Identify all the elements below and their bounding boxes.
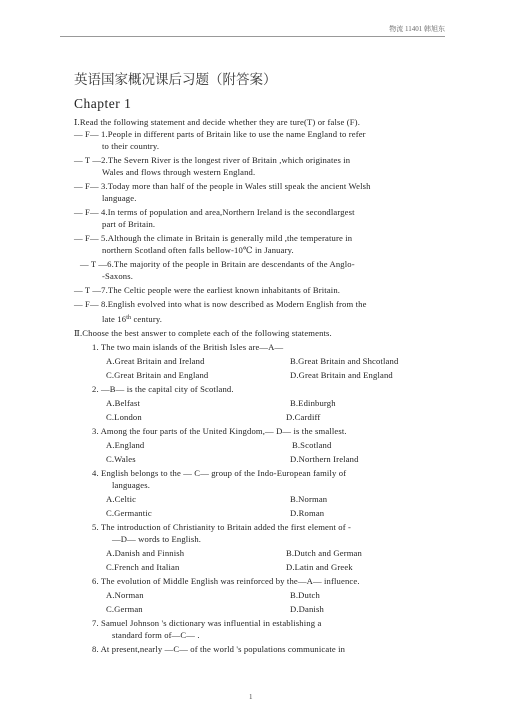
tf-line: Wales and flows through western England. bbox=[102, 167, 256, 177]
header-note: 物流 11401 韩旭东 bbox=[389, 25, 445, 33]
document-title: 英语国家概况课后习题（附答案） bbox=[74, 72, 277, 87]
section1-heading: Ⅰ.Read the following statement and decide whether they are ture(T) or false (F). bbox=[74, 117, 360, 127]
option: C.French and Italian bbox=[106, 562, 180, 572]
question-4-cont: languages. bbox=[112, 480, 151, 490]
option: B.Scotland bbox=[292, 440, 332, 450]
tf-line: — T —7.The Celtic people were the earliest known inhabitants of Britain. bbox=[74, 285, 341, 295]
question-1: 1. The two main islands of the British Isles are—A— bbox=[92, 342, 284, 352]
chapter-heading: Chapter 1 bbox=[74, 96, 132, 111]
option: A.Norman bbox=[106, 590, 144, 600]
question-5-cont: —D— words to English. bbox=[112, 534, 202, 544]
tf-line: -Saxons. bbox=[102, 271, 134, 281]
option: D.Latin and Greek bbox=[286, 562, 353, 572]
option: C.London bbox=[106, 412, 142, 422]
tf-line: — F— 1.People in different parts of Britain like to use the name England to refer bbox=[74, 129, 366, 139]
superscript: th bbox=[126, 315, 132, 321]
option: A.Danish and Finnish bbox=[106, 548, 185, 558]
option: C.Wales bbox=[106, 454, 136, 464]
tf-line: — F— 5.Although the climate in Britain is generally mild ,the temperature in bbox=[74, 233, 353, 243]
tf-line: — F— 3.Today more than half of the people in Wales still speak the ancient Welsh bbox=[74, 181, 371, 191]
option: B.Dutch bbox=[290, 590, 320, 600]
tf-line: part of Britain. bbox=[102, 219, 156, 229]
option: B.Dutch and German bbox=[286, 548, 362, 558]
tf-line: language. bbox=[102, 193, 137, 203]
tf-line: — T —2.The Severn River is the longest river of Britain ,which originates in bbox=[74, 155, 351, 165]
question-5: 5. The introduction of Christianity to Britain added the first element of - bbox=[92, 522, 352, 532]
question-3: 3. Among the four parts of the United Kingdom,— D— is the smallest. bbox=[92, 426, 347, 436]
option: B.Norman bbox=[290, 494, 328, 504]
tf-line: to their country. bbox=[102, 141, 160, 151]
question-8: 8. At present,nearly —C— of the world 's populations communicate in bbox=[92, 644, 346, 654]
option: C.Great Britain and England bbox=[106, 370, 209, 380]
option: C.Germantic bbox=[106, 508, 152, 518]
question-2: 2. —B— is the capital city of Scotland. bbox=[92, 384, 234, 394]
option: B.Great Britain and Shcotland bbox=[290, 356, 399, 366]
option: D.Danish bbox=[290, 604, 324, 614]
header-divider bbox=[60, 36, 445, 37]
question-4: 4. English belongs to the — C— group of the Indo-European family of bbox=[92, 468, 347, 478]
option: D.Roman bbox=[290, 508, 325, 518]
tf-line: northern Scotland often falls bellow-10℃ in January. bbox=[102, 245, 294, 255]
option: D.Northern Ireland bbox=[290, 454, 359, 464]
question-6: 6. The evolution of Middle English was reinforced by the—A— influence. bbox=[92, 576, 360, 586]
option: D.Great Britain and England bbox=[290, 370, 393, 380]
option: B.Edinburgh bbox=[290, 398, 336, 408]
page-number: 1 bbox=[249, 693, 253, 701]
option: A.Belfast bbox=[106, 398, 141, 408]
question-7: 7. Samuel Johnson 's dictionary was influential in establishing a bbox=[92, 618, 322, 628]
option: C.German bbox=[106, 604, 143, 614]
option: A.Great Britain and Ireland bbox=[106, 356, 205, 366]
tf-line-last bbox=[102, 312, 162, 325]
option: A.Celtic bbox=[106, 494, 137, 504]
section2-heading: Ⅱ.Choose the best answer to complete each of the following statements. bbox=[74, 328, 332, 338]
tf-line-text: century. bbox=[131, 314, 163, 324]
tf-line: — F— 8.English evolved into what is now described as Modern English from the bbox=[74, 299, 367, 309]
option: D.Cardiff bbox=[286, 412, 321, 422]
tf-line-text: late 16 bbox=[102, 314, 127, 324]
question-7-cont: standard form of—C— . bbox=[112, 630, 200, 640]
tf-line: — T —6.The majority of the people in Britain are descendants of the Anglo- bbox=[80, 259, 355, 269]
option: A.England bbox=[106, 440, 145, 450]
tf-line: — F— 4.In terms of population and area,Northern Ireland is the secondlargest bbox=[74, 207, 355, 217]
